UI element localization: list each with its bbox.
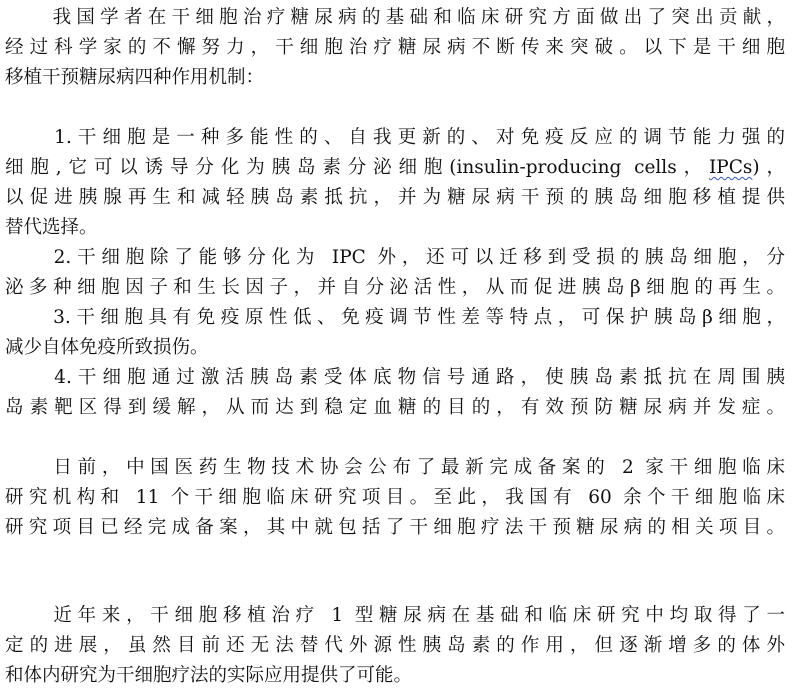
mechanism-1-text-c: )， (752, 157, 785, 178)
paragraph-progress-line-1: 近年来，干细胞移植治疗 1 型糖尿病在基础和临床研究中均取得了一 (5, 605, 785, 626)
mechanism-4-line-2: 岛素靶区得到缓解，从而达到稳定血糖的目的，有效预防糖尿病并发症。 (5, 397, 785, 418)
mechanism-1-line-1: 1.干细胞是一种多能性的、自我更新的、对免疫反应的调节能力强的 (5, 127, 785, 148)
mechanism-1-line-4: 替代选择。 (5, 217, 98, 238)
paragraph-registration-line-2: 研究机构和 11 个干细胞临床研究项目。至此，我国有 60 余个干细胞临床 (5, 487, 785, 508)
paragraph-registration-line-3: 研究项目已经完成备案，其中就包括了干细胞疗法干预糖尿病的相关项目。 (5, 517, 785, 538)
mechanism-1-line-2 (5, 156, 785, 180)
paragraph-progress-line-3: 和体内研究为干细胞疗法的实际应用提供了可能。 (5, 665, 413, 686)
mechanism-1-line-3: 以促进胰腺再生和减轻胰岛素抵抗，并为糖尿病干预的胰岛细胞移植提供 (5, 187, 785, 208)
paragraph-intro-line-3: 移植干预糖尿病四种作用机制： (5, 67, 265, 88)
paragraph-intro-line-1: 我国学者在干细胞治疗糖尿病的基础和临床研究方面做出了突出贡献， (5, 7, 785, 28)
mechanism-3-line-1: 3.干细胞具有免疫原性低、免疫调节性差等特点，可保护胰岛β细胞， (5, 307, 785, 328)
mechanism-2-line-1: 2.干细胞除了能够分化为 IPC 外，还可以迁移到受损的胰岛细胞，分 (5, 247, 785, 268)
mechanism-2-line-2: 泌多种细胞因子和生长因子，并自分泌活性，从而促进胰岛β细胞的再生。 (5, 277, 785, 298)
mechanism-1-text-a: 细胞,它可以诱导分化为胰岛素分泌细胞(insulin-producing cells， (5, 157, 709, 178)
mechanism-4-line-1: 4.干细胞通过激活胰岛素受体底物信号通路，使胰岛素抵抗在周围胰 (5, 367, 785, 388)
paragraph-intro-line-2: 经过科学家的不懈努力，干细胞治疗糖尿病不断传来突破。以下是干细胞 (5, 37, 785, 58)
paragraph-progress-line-2: 定的进展，虽然目前还无法替代外源性胰岛素的作用，但逐渐增多的体外 (5, 635, 785, 656)
mechanism-3-line-2: 减少自体免疫所致损伤。 (5, 337, 209, 358)
paragraph-registration-line-1: 日前，中国医药生物技术协会公布了最新完成备案的 2 家干细胞临床 (5, 457, 785, 478)
ipcs-abbreviation: IPCs (708, 157, 753, 178)
